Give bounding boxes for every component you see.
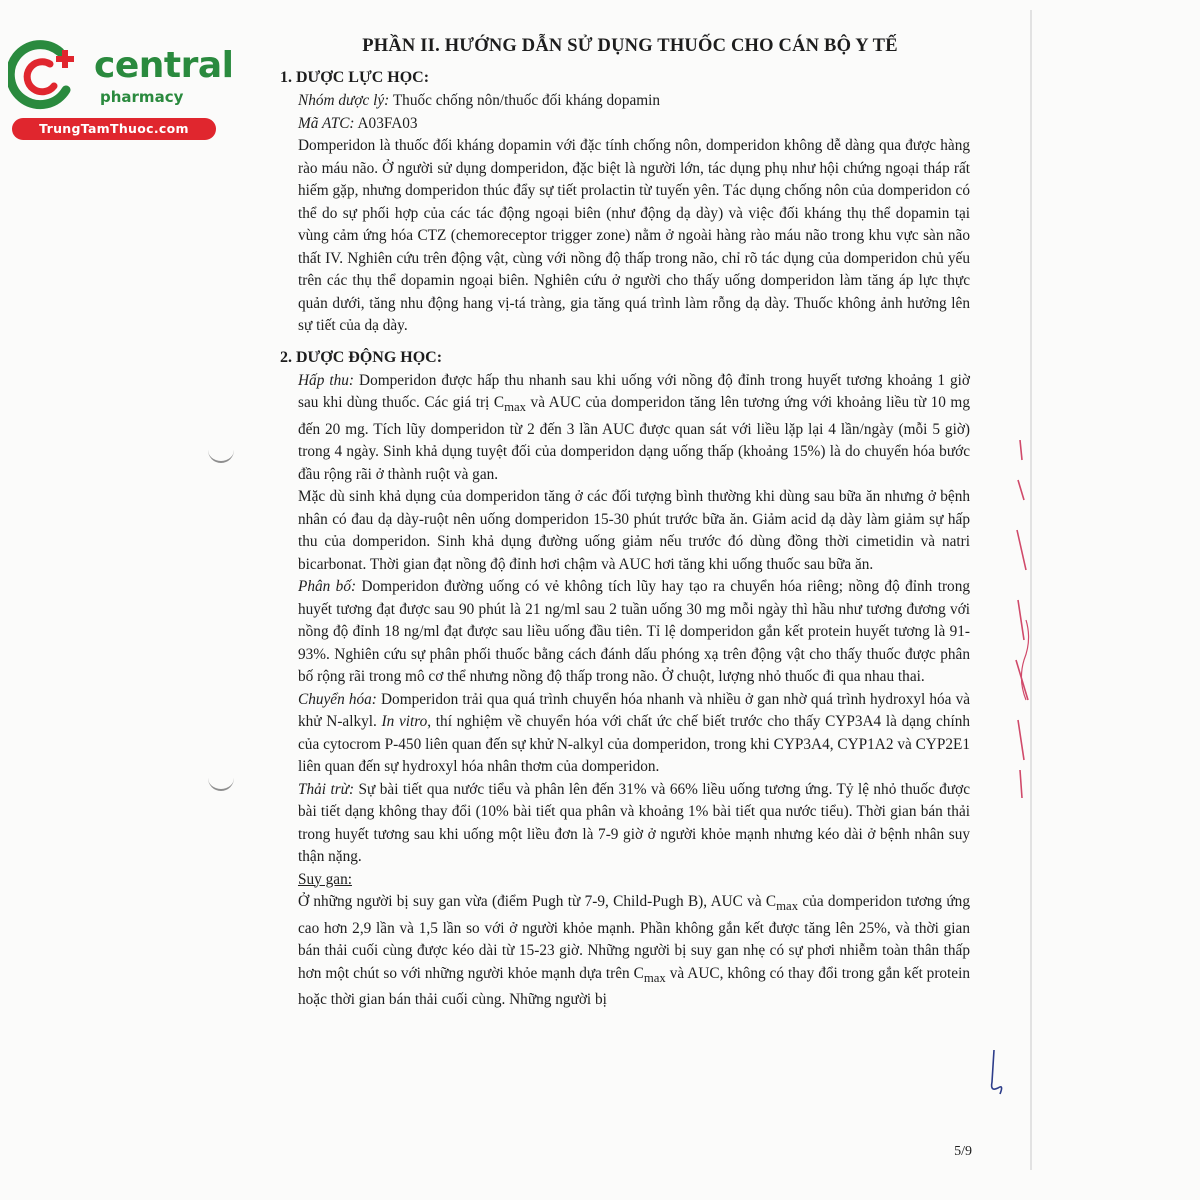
absorption-text-2: và AUC của domperidon tăng lên tương ứng với khoảng liều từ 10 mg đến 20 mg. Tích lũy domperidon từ 2 đến 3 lần AUC được quan sát với liều lặp lại 4 lần/ngày (mỗi 5 giờ) trong 4 ngày. Sinh khả dụng tuyệt đối của domperidon dạng uống thấp (khoảng 15%) là do chuyển hóa bước đầu rộng rãi ở thành ruột và gan. (298, 394, 970, 483)
elimination-text: Sự bài tiết qua nước tiểu và phân lên đến 31% và 66% liều uống tương ứng. Tỷ lệ nhỏ thuốc được bài tiết dạng không thay đổi (10% bài tiết qua phân và khoảng 1% bài tiết qua nước tiểu). Thời gian bán thải trong huyết tương sau khi uống một liều đơn là 7-9 giờ ở người khỏe mạnh nhưng kéo dài ở bệnh nhân suy thận nặng. (298, 780, 970, 866)
page-number: 5/9 (954, 1144, 972, 1159)
punch-hole-mark (208, 448, 234, 463)
absorption-food-paragraph: Mặc dù sinh khả dụng của domperidon tăng ở các đối tượng bình thường khi dùng sau bữa ăn nhưng ở bệnh nhân có đau dạ dày-ruột nên uống domperidon 15-30 phút trước bữa ăn. Giảm acid dạ dày làm giảm sự hấp thu của domperidon. Sinh khả dụng đường uống giảm nếu trước đó dùng đồng thời cimetidin và natri bicarbonat. Thời gian đạt nồng độ đỉnh hơi chậm và AUC hơi tăng khi uống thuốc sau bữa ăn. (298, 488, 970, 573)
document-body (280, 66, 970, 1012)
metabolism-text-2: , thí nghiệm về chuyển hóa với chất ức chế biết trước cho thấy CYP3A4 là dạng chính của cytocrom P-450 liên quan đến sự khử N-alkyl của domperidon, trong khi CYP3A4, CYP1A2 và CYP2E1 liên quan đến sự hydroxyl hóa nhân thơm của domperidon. (298, 713, 971, 776)
logo-sub-text: pharmacy (100, 88, 184, 106)
cmax-subscript: max (643, 970, 666, 985)
pharmacologic-group-label: Nhóm dược lý: (298, 92, 390, 109)
liver-impairment-paragraph (298, 891, 970, 1012)
cmax-subscript: max (504, 400, 527, 415)
atc-code (298, 113, 970, 136)
in-vitro-term: In vitro (381, 713, 428, 731)
liver-text-3: và AUC, không có thay đổi trong gắn kết protein hoặc thời gian bán thải cuối cùng. Những người bị (298, 964, 970, 1009)
page-title: PHẦN II. HƯỚNG DẪN SỬ DỤNG THUỐC CHO CÁN BỘ Y TẾ (362, 36, 898, 56)
logo-mark-icon (8, 38, 90, 118)
section-2-heading: 2. DƯỢC ĐỘNG HỌC: (280, 348, 443, 366)
elimination-paragraph (298, 779, 970, 869)
atc-code-label: Mã ATC: (298, 114, 355, 132)
liver-text-1: Ở những người bị suy gan vừa (điểm Pugh từ 7-9, Child-Pugh B), AUC và C (298, 893, 777, 911)
logo-site-bar: TrungTamThuoc.com (12, 118, 216, 140)
pharmacodynamics-paragraph: Domperidon là thuốc đối kháng dopamin với đặc tính chống nôn, domperidon không dễ dàng qua được hàng rào máu não. Ở người sử dụng domperidon, đặc biệt là người lớn, tác dụng phụ như hội chứng ngoại tháp rất hiếm gặp, nhưng domperidon thúc đẩy sự tiết prolactin từ tuyến yên. Tác dụng chống nôn của domperidon có thể do sự phối hợp của các tác động ngoại biên (như động dạ dày) và việc đối kháng thụ thể dopamin tại vùng cảm ứng hóa CTZ (chemoreceptor trigger zone) nằm ở ngoài hàng rào máu não trong khu vực sàn não thất IV. Nghiên cứu trên động vật, cùng với nồng độ thấp trong não, chỉ rõ tác dụng của domperidon chủ yếu trên các thụ thể dopamin ngoại biên. Nghiên cứu ở người cho thấy uống domperidon làm tăng áp lực thực quản dưới, tăng nhu động hang vị-tá tràng, gia tăng quá trình làm rỗng dạ dày. Thuốc không ảnh hưởng lên sự tiết của dạ dày. (298, 137, 970, 334)
metabolism-paragraph (298, 689, 970, 779)
elimination-label: Thải trừ: (298, 780, 355, 798)
metabolism-text-1: Domperidon trải qua quá trình chuyển hóa nhanh và nhiều ở gan nhờ quá trình hydroxyl hóa và khử N-alkyl. (298, 690, 971, 731)
pharmacologic-group (298, 90, 970, 113)
liver-impairment-label: Suy gan: (298, 870, 352, 888)
red-stamp-mark (1012, 440, 1034, 800)
pharmacologic-group-value: Thuốc chống nôn/thuốc đối kháng dopamin (389, 92, 661, 109)
distribution-paragraph (298, 576, 970, 689)
central-pharmacy-logo (8, 38, 234, 138)
distribution-text: Domperidon đường uống có vẻ không tích lũy hay tạo ra chuyển hóa riêng; nồng độ đỉnh trong huyết tương đạt được sau 90 phút là 21 ng/ml sau 2 tuần uống 30 mg mỗi ngày thì hầu như tương đương với nồng độ đỉnh 18 ng/ml đạt được sau liều uống đầu tiên. Tỉ lệ domperidon gắn kết protein huyết tương là 91-93%. Nghiên cứu sự phân phối thuốc bằng cách đánh dấu phóng xạ trên động vật cho thấy thuốc được phân bố rộng rãi trong mô cơ thể nhưng nồng độ thấp trong não. Ở chuột, lượng nhỏ thuốc đi qua nhau thai. (298, 578, 970, 686)
punch-hole-mark (208, 776, 234, 791)
absorption-paragraph (298, 370, 970, 487)
section-1-heading: 1. DƯỢC LỰC HỌC: (280, 69, 430, 86)
liver-impairment-heading (298, 869, 970, 892)
absorption-label: Hấp thu: (298, 371, 355, 389)
cmax-subscript: max (776, 899, 799, 914)
initial-signature-mark (980, 1048, 1006, 1098)
liver-text-2: của domperidon tương ứng cao hơn 2,9 lần và 1,5 lần so với ở người khỏe mạnh. Phần không gắn kết được tăng lên 25%, và thời gian bán thải cuối cùng được kéo dài từ 15-23 giờ. Những người bị suy gan nhẹ có sự phơi nhiễm toàn thân thấp hơn một chút so với những người khỏe mạnh dựa trên C (298, 893, 970, 982)
metabolism-label: Chuyển hóa: (298, 690, 377, 708)
distribution-label: Phân bố: (298, 578, 357, 596)
logo-brand-text: central (94, 45, 234, 86)
absorption-text-1: Domperidon được hấp thu nhanh sau khi uống với nồng độ đỉnh trong huyết tương khoảng 1 giờ sau khi dùng thuốc. Các giá trị C (298, 371, 971, 411)
atc-code-value: A03FA03 (354, 114, 418, 132)
